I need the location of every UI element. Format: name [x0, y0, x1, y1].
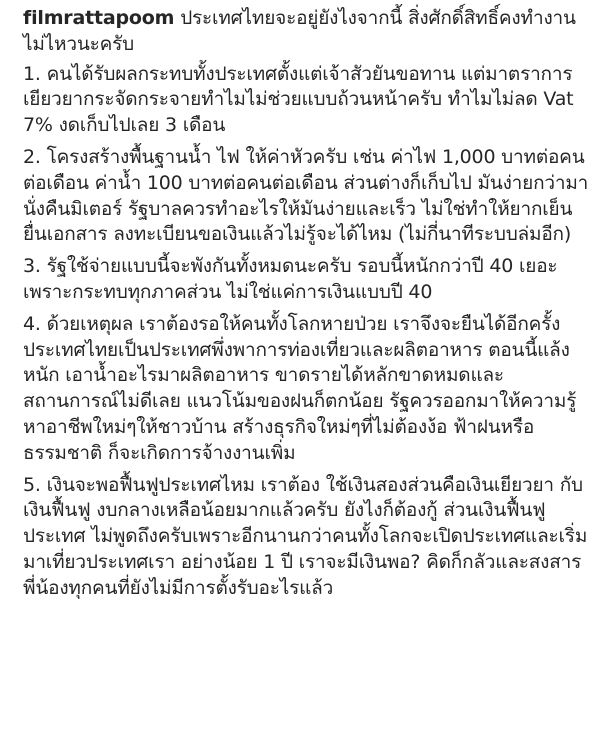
- caption-point-1: 1. คนได้รับผลกระทบทั้งประเทศตั้งแต่เจ้าสัวยันขอทาน แต่มาตราการเยียวยากระจัดกระจายทำไมไม่ช่วยแบบถ้วนหน้าครับ ทำไมไม่ลด Vat 7% งดเก็บไปเลย 3 เดือน: [23, 62, 574, 137]
- username-link[interactable]: filmrattapoom: [23, 7, 175, 29]
- caption-point-5: 5. เงินจะพอฟื้นฟูประเทศไหม เราต้อง ใช้เงินสองส่วนคือเงินเยียวยา กับ เงินฟื้นฟู งบกลางเหลือน้อยมากแล้วครับ ยังไงก็ต้องกู้ ส่วนเงินฟื้นฟูประเทศ ไม่พูดถึงครับเพราะอีกนานกว่าคนทั้งโลกจะเปิดประเทศและเริ่มมาเที่ยวประเทศเรา อย่างน้อย 1 ปี เราจะมีเงินพอ? คิดก็กลัวและสงสารพี่น้องทุกคนที่ยังไม่มีการตั้งรับอะไรแล้ว: [23, 473, 588, 599]
- caption-intro: [23, 6, 589, 58]
- caption-point-3: 3. รัฐใช้จ่ายแบบนี้จะพังกันทั้งหมดนะครับ รอบนี้หนักกว่าปี 40 เยอะ เพราะกระทบทุกภาคส่วน ไม่ใช่แค่การเงินแบบปี 40: [23, 255, 558, 303]
- caption-intro-text: ประเทศไทยจะอยู่ยังไงจากนี้ สิ่งศักดิ์สิทธิ์คงทำงานไม่ไหวนะครับ: [23, 7, 576, 55]
- caption-point-4: 4. ด้วยเหตุผล เราต้องรอให้คนทั้งโลกหายป่วย เราจึงจะยืนได้อีกครั้ง ประเทศไทยเป็นประเทศพึ่งพาการท่องเที่ยวและผลิตอาหาร ตอนนี้แล้งหนัก เอาน้ำอะไรมาผลิตอาหาร ขาดรายได้หลักขาดหมดและสถานการณ์ไม่ดีเลย แนวโน้มของฝนก็ตกน้อย รัฐควรออกมาให้ความรู้ หาอาชีพใหม่ๆให้ชาวบ้าน สร้างธุรกิจใหม่ๆที่ไม่ต้องง้อ ฟ้าฝนหรือธรรมชาติ ก็จะเกิดการจ้างงานเพิ่ม: [23, 312, 577, 464]
- post-caption: [23, 6, 589, 608]
- caption-point-2: 2. โครงสร้างพื้นฐานน้ำ ไฟ ให้ค่าหัวครับ เช่น ค่าไฟ 1,000 บาทต่อคนต่อเดือน ค่าน้ำ 100 บาทต่อคนต่อเดือน ส่วนต่างก็เก็บไป มันง่ายกว่ามานั่งคืนมิเตอร์ รัฐบาลควรทำอะไรให้มันง่ายและเร็ว ไม่ใช่ทำให้ยากเย็นยื่นเอกสาร ลงทะเบียนขอเงินแล้วไม่รู้จะได้ไหม (ไม่กี่นาทีระบบล่มอีก): [23, 145, 589, 246]
